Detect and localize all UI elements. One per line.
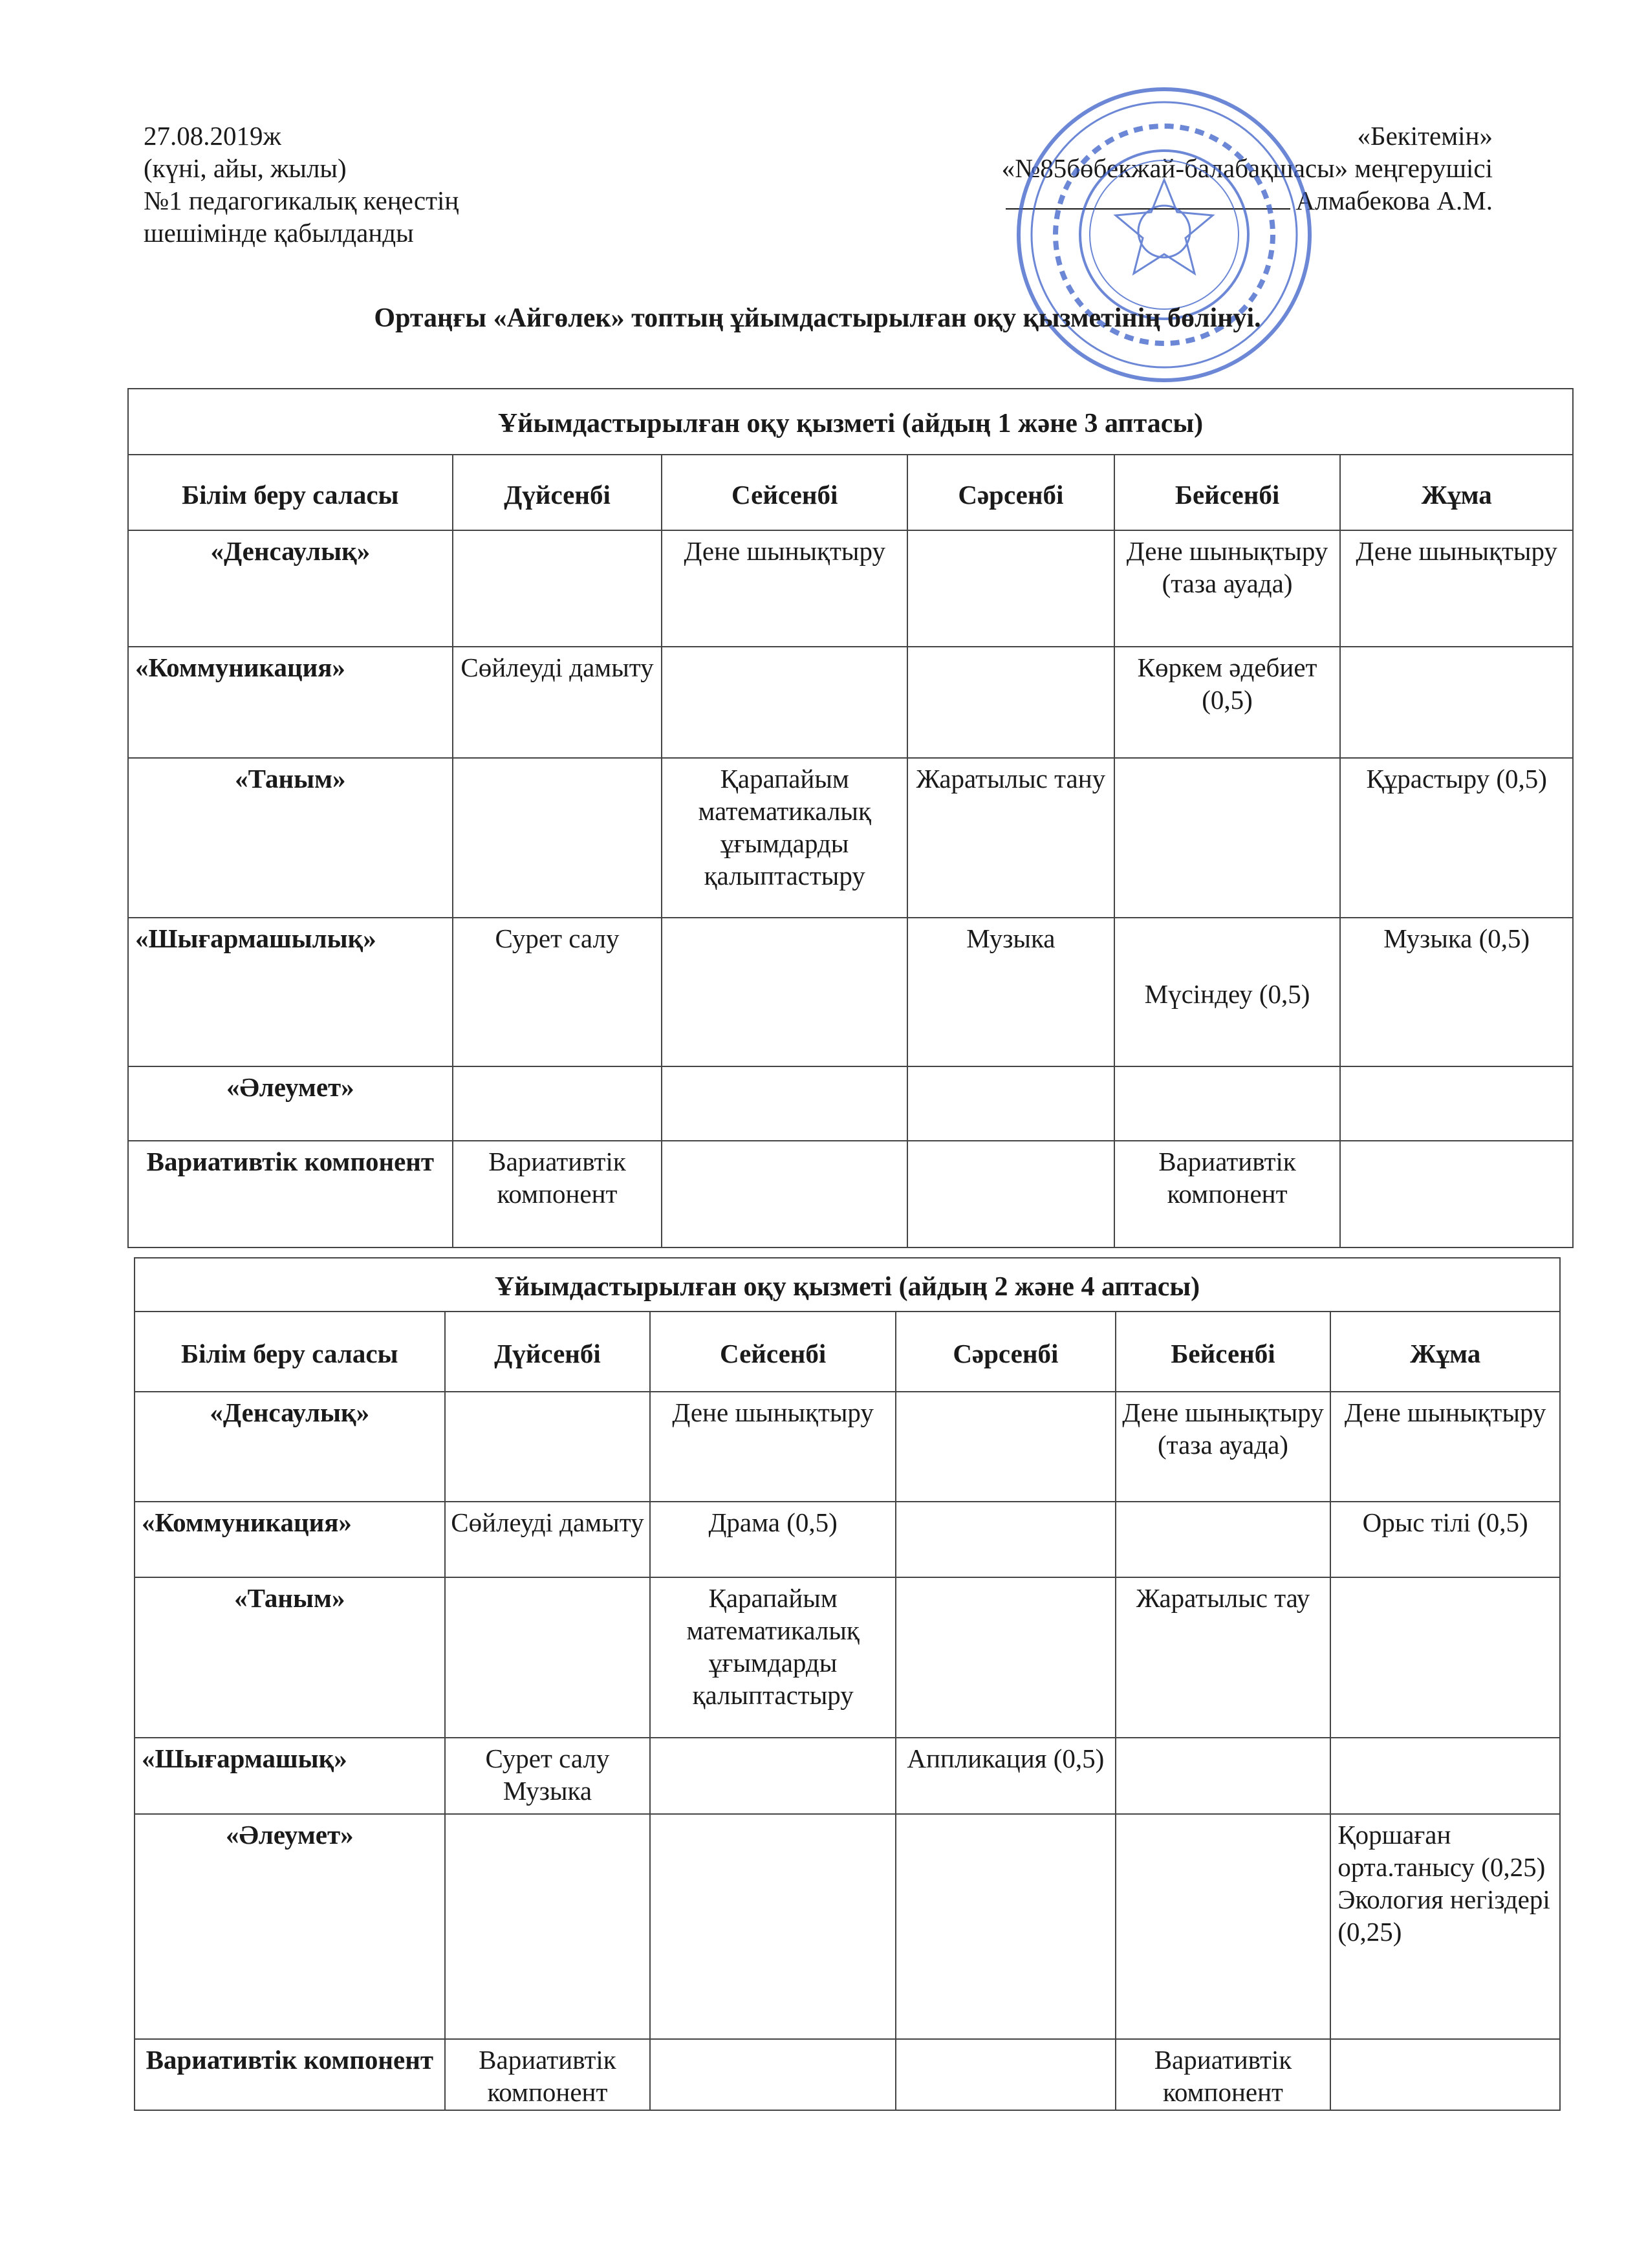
- area-cell: «Коммуникация»: [128, 647, 453, 758]
- monday-cell: Сөйлеуді дамыту: [445, 1502, 651, 1577]
- wednesday-cell: [896, 1502, 1116, 1577]
- table-row: [128, 1141, 1573, 1247]
- table-row: [128, 647, 1573, 758]
- column-header-area: Білім беру саласы: [128, 455, 453, 530]
- tuesday-cell: [662, 1141, 907, 1247]
- monday-cell: [453, 530, 662, 647]
- thursday-cell: [1116, 1814, 1331, 2039]
- column-header-thursday: Бейсенбі: [1116, 1312, 1331, 1392]
- tuesday-cell: [650, 1738, 896, 1814]
- area-cell: «Әлеумет»: [135, 1814, 445, 2039]
- monday-cell: Вариативтік компонент: [445, 2039, 651, 2110]
- approval-date: 27.08.2019ж: [144, 121, 281, 151]
- table-row: [135, 2039, 1560, 2110]
- area-cell: «Шығармашылық»: [128, 918, 453, 1066]
- monday-cell: [445, 1577, 651, 1738]
- council-line-1: №1 педагогикалық кеңестің: [144, 186, 459, 215]
- thursday-cell: Вариативтік компонент: [1114, 1141, 1341, 1247]
- tuesday-cell: [662, 647, 907, 758]
- area-cell: «Шығармашық»: [135, 1738, 445, 1814]
- friday-cell: Дене шынықтыру: [1330, 1392, 1560, 1502]
- tuesday-cell: Қарапайым математикалық ұғымдарды қалыптастыру: [662, 758, 907, 918]
- tuesday-cell: [650, 2039, 896, 2110]
- friday-cell: [1330, 1738, 1560, 1814]
- area-cell: «Әлеумет»: [128, 1066, 453, 1141]
- thursday-cell: [1114, 1066, 1341, 1141]
- tuesday-cell: Қарапайым математикалық ұғымдарды қалыптастыру: [650, 1577, 896, 1738]
- tuesday-cell: Дене шынықтыру: [662, 530, 907, 647]
- area-cell: «Коммуникация»: [135, 1502, 445, 1577]
- friday-cell: Орыс тілі (0,5): [1330, 1502, 1560, 1577]
- friday-cell: [1340, 647, 1573, 758]
- table-row: [135, 1577, 1560, 1738]
- tuesday-cell: [662, 1066, 907, 1141]
- table-row: [135, 1502, 1560, 1577]
- table-row: [135, 1392, 1560, 1502]
- area-cell: Вариативтік компонент: [128, 1141, 453, 1247]
- area-cell: Вариативтік компонент: [135, 2039, 445, 2110]
- column-header-tuesday: Сейсенбі: [650, 1312, 896, 1392]
- tuesday-cell: Драма (0,5): [650, 1502, 896, 1577]
- header-left: [144, 120, 459, 249]
- thursday-cell: [1116, 1738, 1331, 1814]
- friday-cell: Музыка (0,5): [1340, 918, 1573, 1066]
- head-of-label: «№85бөбекжай-балабақшасы» меңгерушісі: [1001, 153, 1493, 183]
- friday-cell: Қоршаған орта.танысу (0,25) Экология негіздері (0,25): [1330, 1814, 1560, 2039]
- monday-cell: Сурет салу: [453, 918, 662, 1066]
- column-header-thursday: Бейсенбі: [1114, 455, 1341, 530]
- tuesday-cell: [662, 918, 907, 1066]
- thursday-cell: Дене шынықтыру (таза ауада): [1116, 1392, 1331, 1502]
- table-row: [128, 758, 1573, 918]
- tuesday-cell: Дене шынықтыру: [650, 1392, 896, 1502]
- area-cell: «Таным»: [128, 758, 453, 918]
- column-header-area: Білім беру саласы: [135, 1312, 445, 1392]
- monday-cell: Сөйлеуді дамыту: [453, 647, 662, 758]
- wednesday-cell: Музыка: [907, 918, 1114, 1066]
- table-title: Ұйымдастырылған оқу қызметі (айдың 1 және 3 аптасы): [128, 389, 1573, 455]
- document-title: Ортаңғы «Айгөлек» топтың ұйымдастырылған оқу қызметінің бөлінуі.: [374, 303, 1261, 333]
- director-name: Алмабекова А.М.: [1295, 186, 1493, 215]
- friday-cell: Дене шынықтыру: [1340, 530, 1573, 647]
- monday-cell: [453, 1066, 662, 1141]
- table-row: [128, 1066, 1573, 1141]
- wednesday-cell: [907, 1066, 1114, 1141]
- wednesday-cell: Аппликация (0,5): [896, 1738, 1116, 1814]
- wednesday-cell: [896, 2039, 1116, 2110]
- column-header-friday: Жұма: [1330, 1312, 1560, 1392]
- wednesday-cell: [907, 647, 1114, 758]
- table-title: Ұйымдастырылған оқу қызметі (айдың 2 және 4 аптасы): [135, 1258, 1560, 1312]
- wednesday-cell: [907, 530, 1114, 647]
- area-cell: «Таным»: [135, 1577, 445, 1738]
- official-stamp-icon: [1012, 83, 1316, 387]
- thursday-cell: [1116, 1502, 1331, 1577]
- monday-cell: Сурет салу Музыка: [445, 1738, 651, 1814]
- column-header-wednesday: Сәрсенбі: [907, 455, 1114, 530]
- schedule-table-weeks-1-3: [127, 388, 1574, 1248]
- approve-label: «Бекітемін»: [1357, 121, 1493, 151]
- friday-cell: [1340, 1141, 1573, 1247]
- wednesday-cell: [907, 1141, 1114, 1247]
- monday-cell: [445, 1392, 651, 1502]
- thursday-cell: Көркем әдебиет (0,5): [1114, 647, 1341, 758]
- friday-cell: Құрастыру (0,5): [1340, 758, 1573, 918]
- table-row: [128, 918, 1573, 1066]
- wednesday-cell: [896, 1577, 1116, 1738]
- schedule-table-weeks-2-4: [134, 1257, 1561, 2111]
- thursday-cell: Вариативтік компонент: [1116, 2039, 1331, 2110]
- date-hint: (күні, айы, жылы): [144, 153, 347, 183]
- friday-cell: [1340, 1066, 1573, 1141]
- council-line-2: шешімінде қабылданды: [144, 218, 414, 248]
- wednesday-cell: [896, 1814, 1116, 2039]
- thursday-cell: Дене шынықтыру (таза ауада): [1114, 530, 1341, 647]
- thursday-cell: [1114, 758, 1341, 918]
- column-header-monday: Дүйсенбі: [453, 455, 662, 530]
- area-cell: «Денсаулық»: [135, 1392, 445, 1502]
- wednesday-cell: [896, 1392, 1116, 1502]
- monday-cell: [453, 758, 662, 918]
- column-header-tuesday: Сейсенбі: [662, 455, 907, 530]
- monday-cell: [445, 1814, 651, 2039]
- table-row: [135, 1738, 1560, 1814]
- column-header-friday: Жұма: [1340, 455, 1573, 530]
- wednesday-cell: Жаратылыс тану: [907, 758, 1114, 918]
- column-header-wednesday: Сәрсенбі: [896, 1312, 1116, 1392]
- thursday-cell: Жаратылыс тау: [1116, 1577, 1331, 1738]
- friday-cell: [1330, 2039, 1560, 2110]
- table-row: [128, 530, 1573, 647]
- monday-cell: Вариативтік компонент: [453, 1141, 662, 1247]
- thursday-cell: Мүсіндеу (0,5): [1114, 918, 1341, 1066]
- friday-cell: [1330, 1577, 1560, 1738]
- column-header-monday: Дүйсенбі: [445, 1312, 651, 1392]
- table-row: [135, 1814, 1560, 2039]
- tuesday-cell: [650, 1814, 896, 2039]
- area-cell: «Денсаулық»: [128, 530, 453, 647]
